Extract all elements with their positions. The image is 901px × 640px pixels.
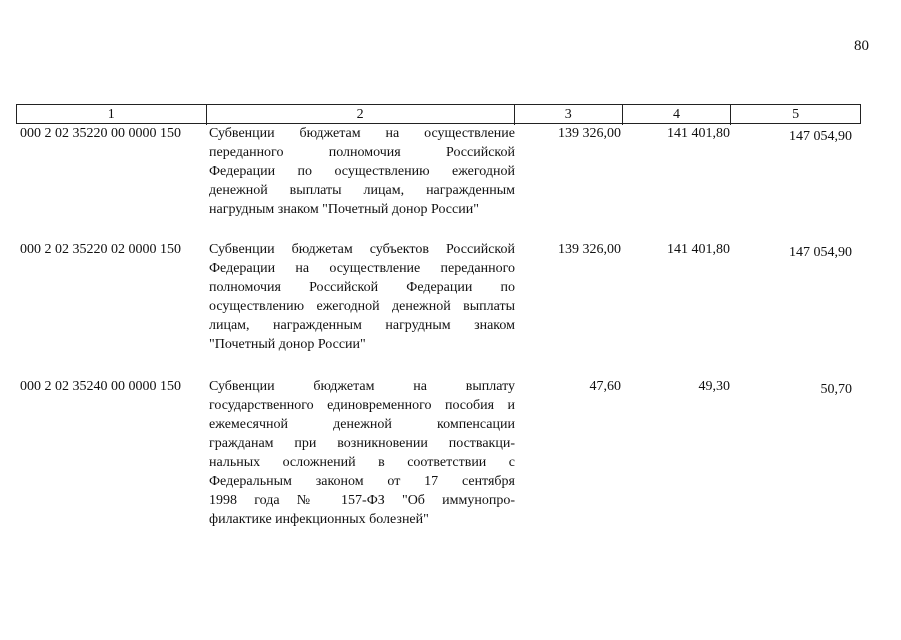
budget-code: 000 2 02 35220 00 0000 150 [20,126,181,141]
description-line: Федерации на осуществление переданного [209,261,515,276]
description-line: 1998 года № 157-ФЗ "Об иммунопро- [209,493,515,508]
description-line: нальных осложнений в соответствии с [209,455,515,470]
header-col-1: 1 [17,105,207,125]
description-line: гражданам при возникновении поствакци- [209,436,515,451]
header-col-4: 4 [623,105,732,125]
description-line: лицам, награжденным нагрудным знаком [209,318,515,333]
value-col-3: 139 326,00 [558,126,621,141]
description-line: Субвенции бюджетам на осуществление [209,126,515,141]
page-number: 80 [854,38,869,54]
description [209,377,515,529]
header-col-3: 3 [515,105,623,125]
value-col-3: 139 326,00 [558,242,621,257]
header-col-2: 2 [207,105,515,125]
description-line: переданного полномочия Российской [209,145,515,160]
value-col-4: 141 401,80 [667,126,730,141]
description-line: Субвенции бюджетам субъектов Российской [209,242,515,257]
value-col-5: 147 054,90 [789,245,852,260]
table-header [16,104,861,124]
description-line: денежной выплаты лицам, награжденным [209,183,515,198]
value-col-3: 47,60 [589,379,621,394]
value-col-5: 50,70 [820,382,852,397]
value-col-5: 147 054,90 [789,129,852,144]
description-line: "Почетный донор России" [209,337,366,352]
value-col-4: 49,30 [698,379,730,394]
budget-code: 000 2 02 35240 00 0000 150 [20,379,181,394]
budget-code: 000 2 02 35220 02 0000 150 [20,242,181,257]
description [209,240,515,354]
description-line: государственного единовременного пособия и [209,398,515,413]
description-line: филактике инфекционных болезней" [209,512,429,527]
value-col-4: 141 401,80 [667,242,730,257]
description-line: Федеральным законом от 17 сентября [209,474,515,489]
description-line: Федерации по осуществлению ежегодной [209,164,515,179]
description-line: Субвенции бюджетам на выплату [209,379,515,394]
description [209,124,515,219]
description-line: полномочия Российской Федерации по [209,280,515,295]
description-line: осуществлению ежегодной денежной выплаты [209,299,515,314]
header-col-5: 5 [792,107,800,122]
description-line: ежемесячной денежной компенсации [209,417,515,432]
description-line: нагрудным знаком "Почетный донор России" [209,202,479,217]
